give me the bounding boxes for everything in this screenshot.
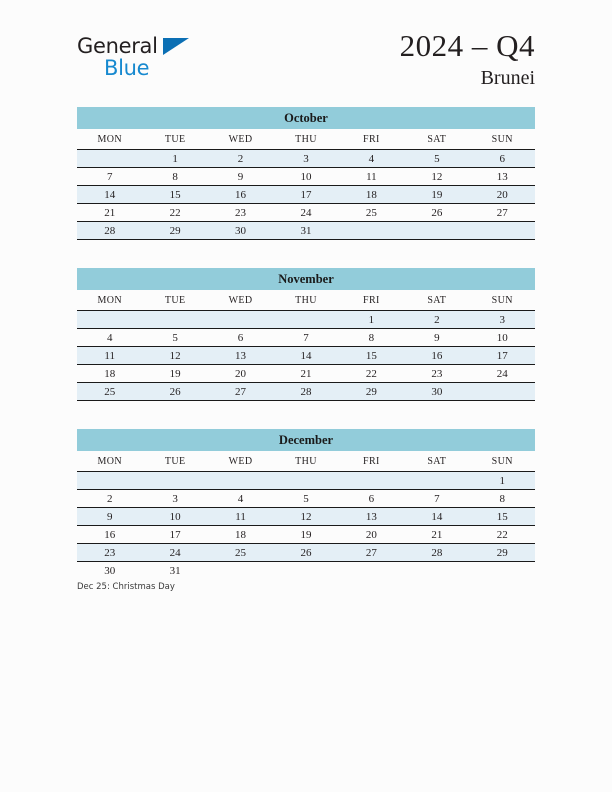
week-row [77,204,535,222]
day-cell[interactable]: 30 [104,564,116,577]
weekday-header-tue: TUE [142,290,207,311]
weekday-header-fri: FRI [339,290,404,311]
day-cell[interactable]: 15 [470,508,535,526]
week-row [77,508,535,526]
day-cell[interactable]: 19 [142,365,207,383]
holiday-footnotes [77,581,537,594]
day-cell-empty [273,472,338,490]
day-cell[interactable]: 31 [169,564,181,577]
day-cell[interactable]: 29 [470,544,535,562]
week-row [77,472,535,490]
week-row [77,490,535,508]
day-cell[interactable]: 8 [470,490,535,508]
weekday-header-sun: SUN [470,290,535,311]
day-cell[interactable]: 28 [273,383,338,401]
weekday-header-sat: SAT [404,290,469,311]
day-cell[interactable]: 11 [77,347,142,365]
day-cell-empty [142,311,207,329]
day-cell[interactable]: 11 [339,168,404,186]
day-cell[interactable]: 2 [404,311,469,329]
day-cell[interactable]: 27 [339,544,404,562]
day-cell[interactable]: 17 [470,347,535,365]
day-cell[interactable]: 4 [77,329,142,347]
weekday-header-row [77,451,535,472]
day-cell[interactable]: 3 [470,311,535,329]
weekday-header-mon: MON [77,129,142,150]
week-row [77,365,535,383]
month-block-october [77,107,535,240]
weekday-header-fri: FRI [339,129,404,150]
day-cell[interactable]: 9 [77,508,142,526]
day-cell-empty [77,472,142,490]
day-cell[interactable]: 22 [470,526,535,544]
day-cell-empty [273,311,338,329]
week-row [77,186,535,204]
week-row [77,168,535,186]
page-subtitle: Brunei [480,66,535,89]
week-row [77,222,535,240]
day-cell[interactable]: 5 [273,490,338,508]
day-cell[interactable]: 25 [77,383,142,401]
month-block-november [77,268,535,401]
page-title: 2024 – Q4 [399,28,535,63]
day-cell[interactable]: 22 [142,204,207,222]
page-header [77,30,535,92]
day-cell[interactable]: 21 [77,204,142,222]
weekday-header-sun: SUN [470,129,535,150]
day-cell[interactable]: 23 [404,365,469,383]
day-cell[interactable]: 29 [142,222,207,240]
week-row [77,562,535,580]
day-cell[interactable]: 17 [273,186,338,204]
day-cell[interactable]: 18 [77,365,142,383]
day-cell[interactable]: 10 [470,329,535,347]
holiday-footnote: Dec 25: Christmas Day [77,582,175,592]
quarter-calendars [77,107,535,607]
day-cell[interactable]: 20 [470,186,535,204]
day-cell[interactable]: 23 [77,544,142,562]
day-cell-empty [77,311,142,329]
day-cell[interactable]: 21 [404,526,469,544]
day-cell[interactable]: 1 [470,472,535,490]
day-cell[interactable]: 8 [339,329,404,347]
day-cell-empty [77,150,142,168]
brand-logo[interactable] [77,34,207,86]
day-cell[interactable]: 5 [142,329,207,347]
day-cell[interactable]: 4 [339,150,404,168]
weekday-header-thu: THU [273,129,338,150]
day-cell[interactable]: 15 [339,347,404,365]
week-row [77,150,535,168]
day-cell[interactable]: 27 [208,383,273,401]
day-cell-empty [208,472,273,490]
weekday-header-thu: THU [273,451,338,472]
day-cell-holiday[interactable]: 25 [208,544,273,562]
month-grid [77,290,535,401]
day-cell[interactable]: 23 [208,204,273,222]
day-cell[interactable]: 6 [470,150,535,168]
day-cell-empty [339,562,404,580]
month-title: November [77,268,535,290]
weekday-header-wed: WED [208,129,273,150]
day-cell[interactable]: 16 [77,526,142,544]
day-cell[interactable]: 14 [77,186,142,204]
weekday-header-wed: WED [208,451,273,472]
day-cell[interactable]: 28 [77,222,142,240]
day-cell[interactable]: 3 [273,150,338,168]
day-cell[interactable]: 18 [339,186,404,204]
day-cell[interactable]: 26 [404,204,469,222]
day-cell-empty [470,562,535,580]
week-row [77,383,535,401]
day-cell[interactable]: 20 [208,365,273,383]
day-cell[interactable]: 12 [142,347,207,365]
weekday-header-thu: THU [273,290,338,311]
day-cell[interactable]: 21 [273,365,338,383]
month-block-december [77,429,535,579]
day-cell-empty [404,222,469,240]
day-cell[interactable]: 2 [77,490,142,508]
day-cell[interactable]: 26 [273,544,338,562]
day-cell[interactable]: 12 [273,508,338,526]
day-cell[interactable]: 9 [404,329,469,347]
title-block [400,30,535,91]
day-cell[interactable]: 11 [208,508,273,526]
weekday-header-tue: TUE [142,451,207,472]
day-cell[interactable]: 7 [273,329,338,347]
day-cell[interactable]: 19 [404,186,469,204]
day-cell[interactable]: 7 [404,490,469,508]
day-cell[interactable]: 8 [142,168,207,186]
day-cell[interactable]: 10 [142,508,207,526]
day-cell[interactable]: 22 [339,365,404,383]
week-row [77,311,535,329]
day-cell[interactable]: 5 [404,150,469,168]
day-cell-empty [208,562,273,580]
day-cell[interactable]: 2 [208,150,273,168]
day-cell[interactable]: 27 [470,204,535,222]
day-cell[interactable]: 14 [273,347,338,365]
day-cell[interactable]: 26 [142,383,207,401]
month-grid [77,129,535,240]
day-cell[interactable]: 24 [273,204,338,222]
day-cell[interactable]: 28 [404,544,469,562]
day-cell[interactable]: 4 [208,490,273,508]
month-title: December [77,429,535,451]
day-cell[interactable]: 31 [273,222,338,240]
day-cell[interactable]: 15 [142,186,207,204]
day-cell-empty [142,472,207,490]
day-cell[interactable]: 12 [404,168,469,186]
day-cell[interactable]: 24 [142,544,207,562]
day-cell-empty [273,562,338,580]
weekday-header-fri: FRI [339,451,404,472]
day-cell[interactable]: 13 [208,347,273,365]
month-grid [77,451,535,579]
day-cell[interactable]: 3 [142,490,207,508]
day-cell[interactable]: 30 [404,383,469,401]
weekday-header-wed: WED [208,290,273,311]
day-cell[interactable]: 6 [208,329,273,347]
day-cell[interactable]: 18 [208,526,273,544]
day-cell[interactable]: 1 [142,150,207,168]
day-cell[interactable]: 30 [208,222,273,240]
day-cell[interactable]: 19 [273,526,338,544]
week-row [77,544,535,562]
week-row [77,347,535,365]
week-row [77,329,535,347]
day-cell[interactable]: 24 [470,365,535,383]
day-cell[interactable]: 25 [339,204,404,222]
weekday-header-row [77,290,535,311]
day-cell[interactable]: 14 [404,508,469,526]
day-cell-empty [470,383,535,401]
weekday-header-sun: SUN [470,451,535,472]
day-cell[interactable]: 7 [77,168,142,186]
day-cell[interactable]: 29 [339,383,404,401]
month-title: October [77,107,535,129]
week-row [77,526,535,544]
day-cell[interactable]: 16 [404,347,469,365]
day-cell-empty [208,311,273,329]
day-cell-empty [339,472,404,490]
day-cell-empty [404,562,469,580]
day-cell-empty [339,222,404,240]
triangle-icon [163,38,189,55]
weekday-header-mon: MON [77,290,142,311]
day-cell-empty [470,222,535,240]
day-cell-empty [404,472,469,490]
brand-name-blue: Blue [104,56,150,80]
day-cell[interactable]: 20 [339,526,404,544]
weekday-header-sat: SAT [404,129,469,150]
day-cell[interactable]: 16 [208,186,273,204]
day-cell[interactable]: 13 [339,508,404,526]
day-cell[interactable]: 17 [142,526,207,544]
day-cell[interactable]: 6 [339,490,404,508]
weekday-header-tue: TUE [142,129,207,150]
day-cell[interactable]: 10 [273,168,338,186]
weekday-header-row [77,129,535,150]
day-cell[interactable]: 13 [470,168,535,186]
day-cell[interactable]: 1 [339,311,404,329]
weekday-header-mon: MON [77,451,142,472]
day-cell[interactable]: 9 [208,168,273,186]
weekday-header-sat: SAT [404,451,469,472]
brand-name-general: General [77,34,158,58]
